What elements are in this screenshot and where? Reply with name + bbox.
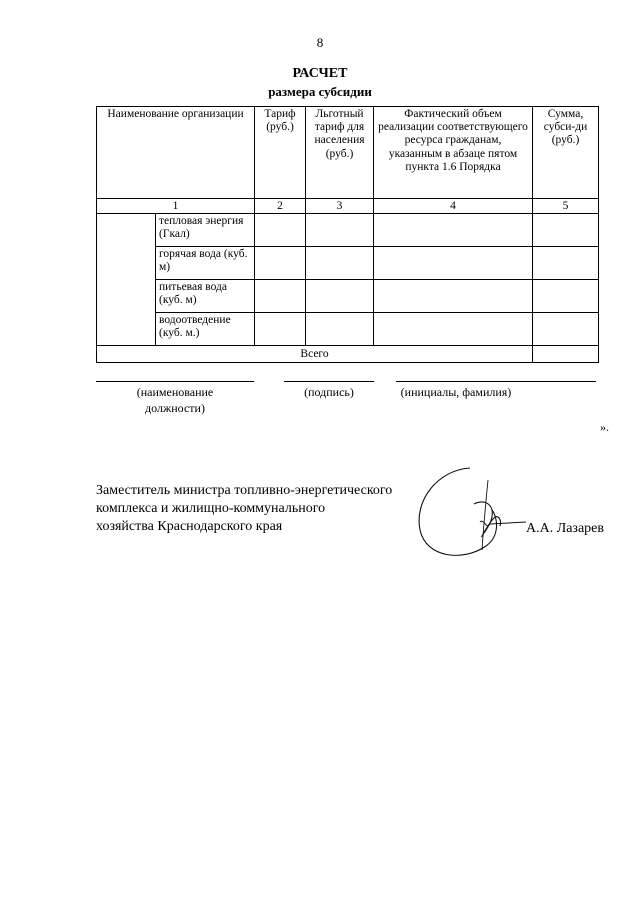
resource-label: горячая вода (куб. м) <box>156 247 255 280</box>
name-line <box>396 381 596 382</box>
position-caption: (наименование должности) <box>136 385 214 415</box>
header-actual-volume: Фактический объем реализации соответствующего ресурса гражданам, указанным в абзаце пятом пункта 1.6 Порядка <box>374 107 533 199</box>
table-cell <box>374 247 533 280</box>
column-number: 3 <box>306 199 374 214</box>
total-value-cell <box>533 346 599 363</box>
signer-title-line: комплекса и жилищно-коммунального <box>96 501 326 517</box>
table-cell <box>533 313 599 346</box>
document-subtitle: размера субсидии <box>268 84 372 99</box>
subsidy-calculation-table <box>96 106 599 363</box>
table-row <box>97 214 599 247</box>
column-number: 5 <box>533 199 599 214</box>
column-number: 4 <box>374 199 533 214</box>
header-tariff: Тариф (руб.) <box>255 107 306 199</box>
header-organization: Наименование организации <box>97 107 255 199</box>
table-row <box>97 280 599 313</box>
position-line <box>96 381 254 382</box>
signer-title-line: Заместитель министра топливно-энергетического <box>96 483 393 498</box>
table-row <box>97 247 599 280</box>
table-header-row <box>97 107 599 199</box>
name-caption: (инициалы, фамилия) <box>400 385 512 399</box>
signer-title <box>96 482 392 537</box>
table-cell <box>374 280 533 313</box>
resource-label: водоотведение (куб. м.) <box>156 313 255 346</box>
table-cell <box>306 313 374 346</box>
table-cell <box>374 313 533 346</box>
closing-quote: ». <box>600 420 609 434</box>
column-number-row <box>97 199 599 214</box>
table-cell <box>255 313 306 346</box>
signer-title-line: хозяйства Краснодарского края <box>96 519 283 535</box>
table-cell <box>374 214 533 247</box>
header-preferential-tariff: Льготный тариф для населения (руб.) <box>306 107 374 199</box>
signer-name: А.А. Лазарев <box>526 521 604 536</box>
resource-label: питьевая вода (куб. м) <box>156 280 255 313</box>
signature-line <box>284 381 374 382</box>
signature-caption: (подпись) <box>304 385 354 399</box>
table-cell <box>533 214 599 247</box>
column-number: 1 <box>97 199 255 214</box>
resource-label: тепловая энергия (Гкал) <box>156 214 255 247</box>
organization-cell <box>97 214 156 346</box>
table-cell <box>306 247 374 280</box>
column-number: 2 <box>255 199 306 214</box>
page-number: 8 <box>316 35 324 50</box>
table-cell <box>255 214 306 247</box>
total-row <box>97 346 599 363</box>
table-cell <box>255 247 306 280</box>
table-cell <box>306 280 374 313</box>
document-title: РАСЧЕТ <box>292 66 348 81</box>
table-row <box>97 313 599 346</box>
total-label: Всего <box>97 346 533 363</box>
table-cell <box>306 214 374 247</box>
header-subsidy-sum: Сумма, субси-ди (руб.) <box>533 107 599 199</box>
handwritten-signature <box>408 460 538 570</box>
table-cell <box>533 247 599 280</box>
table-cell <box>255 280 306 313</box>
table-cell <box>533 280 599 313</box>
